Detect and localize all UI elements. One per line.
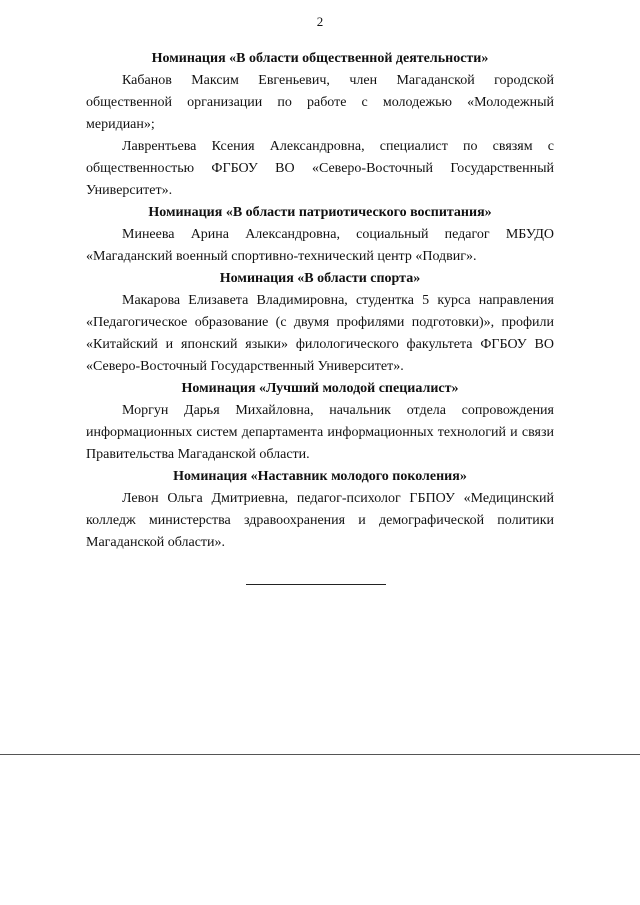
nominee-paragraph: Кабанов Максим Евгеньевич, член Магаданской городской общественной организации по работе с молодежью «Молодежный меридиан»; xyxy=(86,73,554,132)
nomination-heading: Номинация «Наставник молодого поколения» xyxy=(173,469,467,484)
end-separator-line xyxy=(246,584,386,585)
nomination-heading: Номинация «В области спорта» xyxy=(219,271,421,286)
scan-edge-line xyxy=(0,754,640,755)
nominee-paragraph: Лаврентьева Ксения Александровна, специалист по связям с общественностью ФГБОУ ВО «Северо-Восточный Государственный Университет». xyxy=(86,139,554,198)
nomination-heading: Номинация «В области патриотического воспитания» xyxy=(148,205,492,220)
nomination-heading: Номинация «Лучший молодой специалист» xyxy=(181,381,459,396)
page-number: 2 xyxy=(316,14,324,29)
nominee-paragraph: Моргун Дарья Михайловна, начальник отдела сопровождения информационных систем департамента информационных технологий и связи Правительства Магаданской области. xyxy=(86,403,554,462)
nominee-paragraph: Минеева Арина Александровна, социальный педагог МБУДО «Магаданский военный спортивно-технический центр «Подвиг». xyxy=(86,227,554,264)
nominee-paragraph: Левон Ольга Дмитриевна, педагог-психолог ГБПОУ «Медицинский колледж министерства здравоохранения и демографической политики Магаданской области». xyxy=(86,491,554,550)
nominee-paragraph: Макарова Елизавета Владимировна, студентка 5 курса направления «Педагогическое образование (с двумя профилями подготовки)», профили «Китайский и японский языки» филологического факультета ФГБОУ ВО «Северо-Восточный Государственный Университет». xyxy=(86,293,554,374)
document-body xyxy=(86,48,554,554)
nomination-heading: Номинация «В области общественной деятельности» xyxy=(151,51,489,66)
